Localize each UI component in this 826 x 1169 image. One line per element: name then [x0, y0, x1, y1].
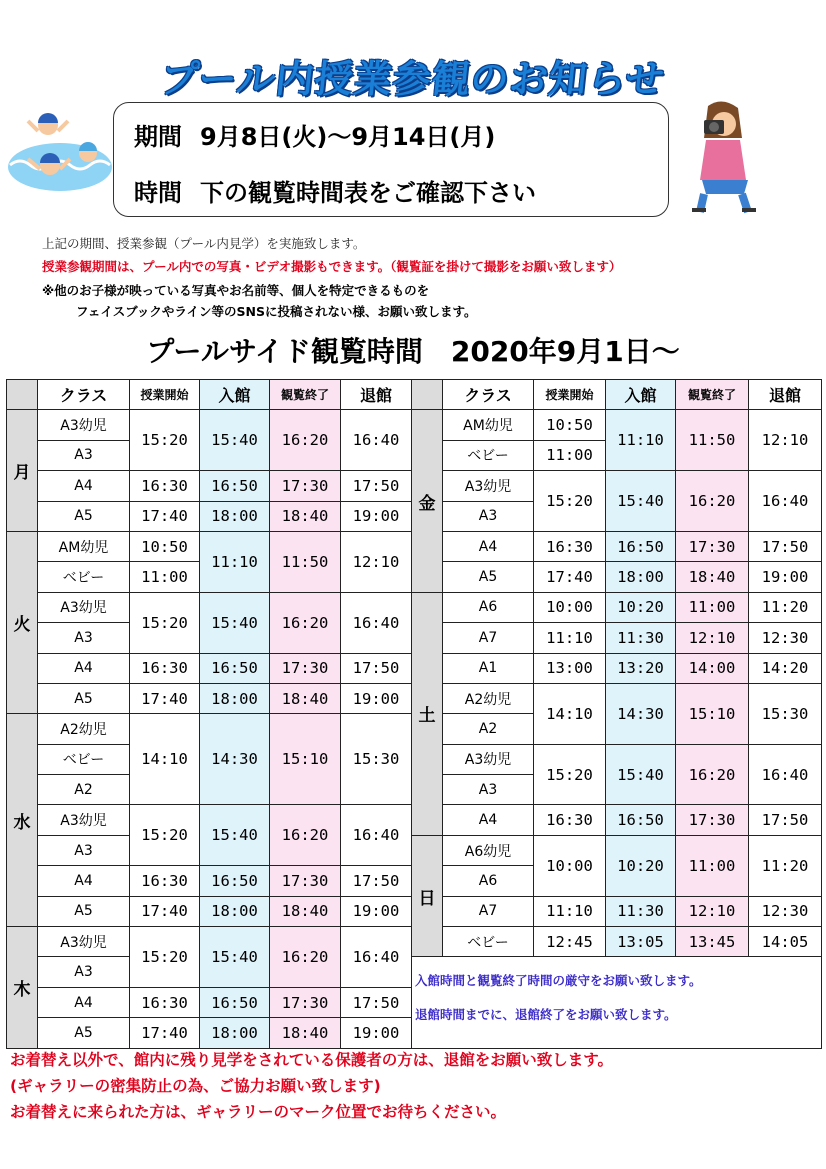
in-cell: 16:50: [606, 531, 676, 561]
class-cell: A5: [38, 896, 130, 926]
end-cell: 18:40: [676, 562, 749, 592]
class-cell: A4: [443, 531, 534, 561]
class-cell: A3: [38, 835, 130, 865]
in-cell: 16:50: [606, 805, 676, 835]
info-box: [113, 102, 669, 217]
day-mon: 月: [7, 410, 38, 532]
in-cell: 18:00: [200, 896, 270, 926]
start-cell: 15:20: [130, 410, 200, 471]
class-cell: A4: [38, 866, 130, 896]
end-cell: 12:10: [676, 896, 749, 926]
table-notes: [412, 957, 822, 1048]
class-cell: ベビー: [38, 562, 130, 592]
end-cell: 16:20: [270, 410, 341, 471]
table-row: [7, 835, 822, 865]
end-cell: 18:40: [270, 501, 341, 531]
start-cell: 16:30: [130, 471, 200, 501]
out-cell: 17:50: [749, 805, 822, 835]
header-start: 授業開始: [130, 380, 200, 410]
in-cell: 10:20: [606, 835, 676, 896]
end-cell: 17:30: [676, 531, 749, 561]
class-cell: A3: [38, 957, 130, 987]
end-cell: 12:10: [676, 623, 749, 653]
in-cell: 16:50: [200, 866, 270, 896]
in-cell: 18:00: [606, 562, 676, 592]
start-cell: 17:40: [130, 896, 200, 926]
header-corner-right: [412, 380, 443, 410]
end-cell: 17:30: [270, 987, 341, 1017]
in-cell: 15:40: [200, 805, 270, 866]
table-row: [7, 410, 822, 440]
start-cell: 10:00: [534, 592, 606, 622]
start-cell: 11:10: [534, 896, 606, 926]
time-label: 時間: [134, 179, 182, 207]
start-cell: 17:40: [130, 683, 200, 713]
start-cell: 15:20: [130, 927, 200, 988]
class-cell: A6: [443, 866, 534, 896]
start-cell: 16:30: [534, 805, 606, 835]
in-cell: 18:00: [200, 1018, 270, 1048]
day-thu: 木: [7, 927, 38, 1049]
class-cell: A2幼児: [443, 683, 534, 713]
in-cell: 14:30: [606, 683, 676, 744]
start-cell: 12:45: [534, 927, 606, 957]
start-cell: 11:10: [534, 623, 606, 653]
start-cell: 11:00: [534, 440, 606, 470]
in-cell: 13:05: [606, 927, 676, 957]
class-cell: A3: [443, 775, 534, 805]
header-end: 観覧終了: [270, 380, 341, 410]
start-cell: 15:20: [534, 744, 606, 805]
out-cell: 19:00: [341, 683, 412, 713]
in-cell: 15:40: [200, 592, 270, 653]
note-strict-time: 入館時間と観覧終了時間の厳守をお願い致します。: [415, 973, 702, 989]
note-exit-time: 退館時間までに、退館終了をお願い致します。: [415, 1007, 677, 1023]
class-cell: A2: [38, 775, 130, 805]
start-cell: 16:30: [534, 531, 606, 561]
period-value: 9月8日(火)～9月14日(月): [200, 123, 496, 151]
class-cell: A4: [443, 805, 534, 835]
class-cell: A3幼児: [38, 927, 130, 957]
title-wrap: [0, 48, 826, 103]
schedule-title: プールサイド観覧時間 2020年9月1日～: [146, 335, 680, 368]
end-cell: 17:30: [270, 866, 341, 896]
in-cell: 16:50: [200, 653, 270, 683]
out-cell: 17:50: [341, 866, 412, 896]
out-cell: 11:20: [749, 592, 822, 622]
note-sns: フェイスブックやライン等のSNSに投稿されない様、お願い致します。: [76, 304, 477, 319]
out-cell: 16:40: [749, 471, 822, 532]
class-cell: A6: [443, 592, 534, 622]
class-cell: ベビー: [38, 744, 130, 774]
time-line: [134, 173, 536, 208]
out-cell: 19:00: [341, 501, 412, 531]
end-cell: 18:40: [270, 1018, 341, 1048]
in-cell: 16:50: [200, 987, 270, 1017]
end-cell: 16:20: [270, 805, 341, 866]
in-cell: 10:20: [606, 592, 676, 622]
class-cell: A3: [443, 501, 534, 531]
header-class: クラス: [443, 380, 534, 410]
in-cell: 15:40: [606, 744, 676, 805]
class-cell: A4: [38, 987, 130, 1017]
out-cell: 17:50: [341, 471, 412, 501]
start-cell: 11:00: [130, 562, 200, 592]
note-privacy: ※他のお子様が映っている写真やお名前等、個人を特定できるものを: [42, 283, 430, 298]
note-photo: 授業参観期間は、プール内での写真・ビデオ撮影もできます。（観覧証を掛けて撮影をお願い致します）: [42, 259, 622, 274]
class-cell: A2: [443, 714, 534, 744]
table-row: [7, 957, 822, 987]
in-cell: 15:40: [200, 410, 270, 471]
in-cell: 16:50: [200, 471, 270, 501]
start-cell: 10:50: [130, 531, 200, 561]
in-cell: 15:40: [200, 927, 270, 988]
class-cell: AM幼児: [38, 531, 130, 561]
day-tue: 火: [7, 531, 38, 713]
header-out: 退館: [341, 380, 412, 410]
class-cell: A2幼児: [38, 714, 130, 744]
out-cell: 19:00: [749, 562, 822, 592]
out-cell: 17:50: [341, 987, 412, 1017]
end-cell: 11:50: [270, 531, 341, 592]
class-cell: ベビー: [443, 927, 534, 957]
class-cell: A5: [443, 562, 534, 592]
end-cell: 14:00: [676, 653, 749, 683]
out-cell: 19:00: [341, 1018, 412, 1048]
schedule-table: [6, 379, 822, 1049]
start-cell: 10:50: [534, 410, 606, 440]
header-in: 入館: [200, 380, 270, 410]
start-cell: 16:30: [130, 653, 200, 683]
out-cell: 12:30: [749, 896, 822, 926]
in-cell: 11:10: [200, 531, 270, 592]
in-cell: 11:30: [606, 896, 676, 926]
header-in: 入館: [606, 380, 676, 410]
in-cell: 18:00: [200, 683, 270, 713]
out-cell: 16:40: [341, 805, 412, 866]
end-cell: 15:10: [676, 683, 749, 744]
header-out: 退館: [749, 380, 822, 410]
start-cell: 13:00: [534, 653, 606, 683]
out-cell: 16:40: [341, 410, 412, 471]
end-cell: 17:30: [270, 653, 341, 683]
end-cell: 11:00: [676, 592, 749, 622]
in-cell: 11:30: [606, 623, 676, 653]
end-cell: 17:30: [270, 471, 341, 501]
start-cell: 16:30: [130, 987, 200, 1017]
end-cell: 15:10: [270, 714, 341, 805]
bottom-note-exit: お着替え以外で、館内に残り見学をされている保護者の方は、退館をお願い致します。: [10, 1051, 613, 1069]
out-cell: 16:40: [749, 744, 822, 805]
class-cell: A3幼児: [38, 592, 130, 622]
end-cell: 11:00: [676, 835, 749, 896]
out-cell: 14:05: [749, 927, 822, 957]
page-title: プール内授業参観のお知らせ: [158, 57, 667, 101]
end-cell: 16:20: [270, 927, 341, 988]
out-cell: 12:30: [749, 623, 822, 653]
out-cell: 12:10: [749, 410, 822, 471]
class-cell: A3幼児: [38, 805, 130, 835]
end-cell: 13:45: [676, 927, 749, 957]
out-cell: 15:30: [749, 683, 822, 744]
out-cell: 12:10: [341, 531, 412, 592]
start-cell: 17:40: [534, 562, 606, 592]
day-wed: 水: [7, 714, 38, 927]
in-cell: 14:30: [200, 714, 270, 805]
end-cell: 16:20: [676, 744, 749, 805]
end-cell: 11:50: [676, 410, 749, 471]
class-cell: A1: [443, 653, 534, 683]
table-header-row: [7, 380, 822, 410]
class-cell: A3幼児: [38, 410, 130, 440]
out-cell: 17:50: [341, 653, 412, 683]
in-cell: 11:10: [606, 410, 676, 471]
end-cell: 16:20: [270, 592, 341, 653]
end-cell: 16:20: [676, 471, 749, 532]
in-cell: 18:00: [200, 501, 270, 531]
header-end: 観覧終了: [676, 380, 749, 410]
end-cell: 18:40: [270, 896, 341, 926]
class-cell: A7: [443, 896, 534, 926]
class-cell: A5: [38, 1018, 130, 1048]
header-start: 授業開始: [534, 380, 606, 410]
header-corner-left: [7, 380, 38, 410]
note-period: 上記の期間、授業参観（プール内見学）を実施致します。: [42, 236, 366, 251]
day-sat: 土: [412, 592, 443, 835]
out-cell: 11:20: [749, 835, 822, 896]
out-cell: 14:20: [749, 653, 822, 683]
class-cell: A3: [38, 440, 130, 470]
end-cell: 17:30: [676, 805, 749, 835]
start-cell: 15:20: [130, 592, 200, 653]
end-cell: 18:40: [270, 683, 341, 713]
in-cell: 13:20: [606, 653, 676, 683]
start-cell: 17:40: [130, 1018, 200, 1048]
table-row: [7, 592, 822, 622]
out-cell: 17:50: [749, 531, 822, 561]
class-cell: AM幼児: [443, 410, 534, 440]
out-cell: 19:00: [341, 896, 412, 926]
class-cell: A3: [38, 623, 130, 653]
class-cell: ベビー: [443, 440, 534, 470]
bottom-note-crowding: (ギャラリーの密集防止の為、ご協力お願い致します): [10, 1077, 381, 1095]
out-cell: 15:30: [341, 714, 412, 805]
class-cell: A5: [38, 683, 130, 713]
class-cell: A3幼児: [443, 744, 534, 774]
period-line: [134, 117, 495, 152]
start-cell: 10:00: [534, 835, 606, 896]
time-value: 下の観覧時間表をご確認下さい: [200, 179, 536, 207]
out-cell: 16:40: [341, 592, 412, 653]
header-class: クラス: [38, 380, 130, 410]
class-cell: A6幼児: [443, 835, 534, 865]
start-cell: 16:30: [130, 866, 200, 896]
class-cell: A3幼児: [443, 471, 534, 501]
in-cell: 15:40: [606, 471, 676, 532]
out-cell: 16:40: [341, 927, 412, 988]
class-cell: A7: [443, 623, 534, 653]
class-cell: A4: [38, 653, 130, 683]
start-cell: 17:40: [130, 501, 200, 531]
day-fri: 金: [412, 410, 443, 592]
swimming-kids-illustration: [6, 105, 114, 195]
start-cell: 14:10: [130, 714, 200, 805]
period-label: 期間: [134, 123, 182, 151]
start-cell: 14:10: [534, 683, 606, 744]
start-cell: 15:20: [534, 471, 606, 532]
class-cell: A5: [38, 501, 130, 531]
start-cell: 15:20: [130, 805, 200, 866]
bottom-note-waiting: お着替えに来られた方は、ギャラリーのマーク位置でお待ちください。: [10, 1103, 507, 1121]
class-cell: A4: [38, 471, 130, 501]
photographer-illustration: [688, 98, 758, 218]
day-sun: 日: [412, 835, 443, 957]
